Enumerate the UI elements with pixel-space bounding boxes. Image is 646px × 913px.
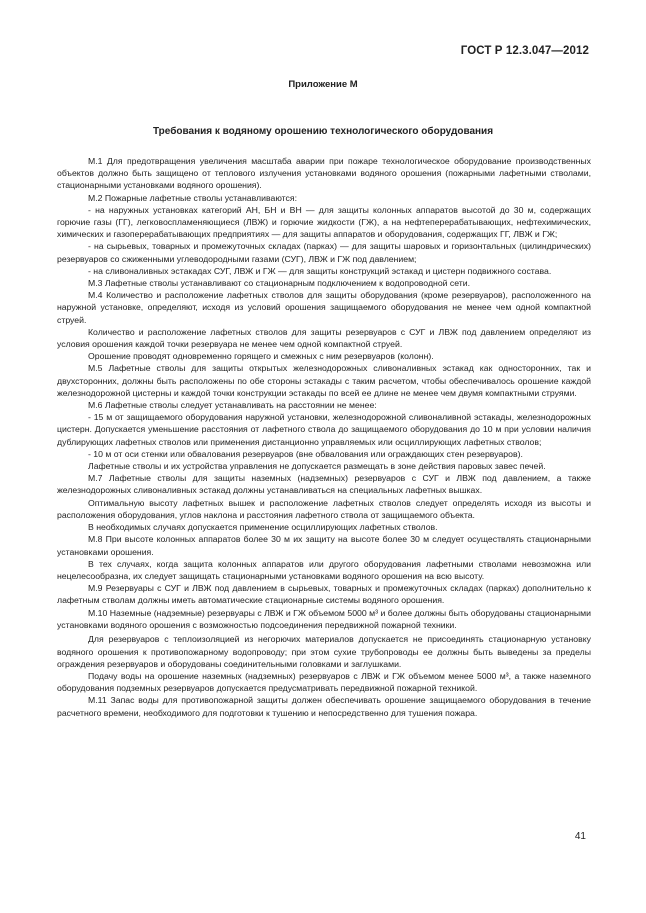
- list-item: - 10 м от оси стенки или обвалования резервуаров (вне обвалования или ограждающих стен резервуаров).: [88, 448, 523, 459]
- document-code: ГОСТ Р 12.3.047—2012: [460, 45, 589, 57]
- list-item: - на сырьевых, товарных и промежуточных складах (парках) — для защиты шаровых и горизонтальных (цилиндрических) резервуаров со сжиженными углеводородными газами (СУГ), ЛВЖ и ГЖ под давлением;: [57, 241, 591, 264]
- paragraph-m9: М.9 Резервуары с СУГ и ЛВЖ под давлением в сырьевых, товарных и промежуточных складах (парках) дополнительно к лафетным стволам должны иметь автоматические стационарные системы водяного орошения.: [57, 583, 591, 606]
- paragraph: Для резервуаров с теплоизоляцией из негорючих материалов допускается не присоединять стационарную установку водяного орошения к противопожарному водопроводу; при этом сухие трубопроводы ее должны быть выведены за пределы ограждения резервуаров и оборудованы соединительными головками и заглушками.: [57, 634, 591, 669]
- paragraph-m6: М.6 Лафетные стволы следует устанавливать на расстоянии не менее:: [88, 400, 377, 411]
- paragraph: Лафетные стволы и их устройства управления не допускается размещать в зоне действия паровых завес печей.: [88, 461, 546, 472]
- paragraph-m8: М.8 При высоте колонных аппаратов более 30 м их защиту на высоте более 30 м следует осуществлять стационарными установками орошения.: [57, 534, 591, 557]
- paragraph: Оптимальную высоту лафетных вышек и расположение лафетных стволов следует определять исходя из высоты и расположения оборудования, углов наклона и расстояния лафетного ствола от защищаемого объекта.: [57, 497, 591, 520]
- paragraph-m4: М.4 Количество и расположение лафетных стволов для защиты оборудования (кроме резервуаров), расположенного на наружной установке, определяют, исходя из условий орошения защищаемого оборудования не менее чем одной компактной струей.: [57, 290, 591, 325]
- paragraph: Орошение проводят одновременно горящего и смежных с ним резервуаров (колонн).: [88, 351, 434, 362]
- paragraph-m10: М.10 Наземные (надземные) резервуары с ЛВЖ и ГЖ объемом 5000 м³ и более должны быть оборудованы стационарными установками водяного орошения с возможностью подсоединения передвижной пожарной техники.: [57, 607, 591, 630]
- paragraph: В необходимых случаях допускается применение осциллирующих лафетных стволов.: [88, 522, 438, 533]
- paragraph-m11: М.11 Запас воды для противопожарной защиты должен обеспечивать орошение защищаемого оборудования в течение расчетного времени, необходимого для подготовки к тушению и непосредственно для тушения пожара.: [57, 695, 591, 718]
- list-item: - на наружных установках категорий АН, БН и ВН — для защиты колонных аппаратов высотой до 30 м, содержащих горючие газы (ГГ), легковоспламеняющиеся (ЛВЖ) и горючие жидкости (ГЖ), а на нефтеперерабатывающих, нефтехимических, химических и газоперерабатывающих предприятиях — для защиты аппаратов и оборудования, содержащих ГГ, ЛВЖ и ГЖ;: [57, 204, 591, 240]
- list-item: - на сливоналивных эстакадах СУГ, ЛВЖ и ГЖ — для защиты конструкций эстакад и цистерн подвижного состава.: [88, 265, 552, 276]
- paragraph: Количество и расположение лафетных стволов для защиты резервуаров с СУГ и ЛВЖ под давлением определяют из условия орошения каждой точки резервуара не менее чем одной компактной струей.: [57, 326, 591, 350]
- paragraph-m3: М.3 Лафетные стволы устанавливают со стационарным подключением к водопроводной сети.: [88, 278, 471, 289]
- paragraph-m5: М.5 Лафетные стволы для защиты открытых железнодорожных сливоналивных эстакад как односторонних, так и двухсторонних, должны быть расположены по обе стороны эстакады с таким расчетом, чтобы обеспечивалось орошение каждой железнодорожной цистерны и каждой точки конструкции эстакады по всей ее длине не менее чем двумя компактными струями.: [57, 363, 591, 398]
- appendix-label: Приложение М: [288, 79, 358, 90]
- paragraph: В тех случаях, когда защита колонных аппаратов или другого оборудования лафетными стволами невозможна или нецелесообразна, их следует защищать стационарными установками водяного орошения на всю высоту.: [57, 558, 591, 581]
- document-body: [57, 155, 591, 719]
- paragraph-m2: М.2 Пожарные лафетные стволы устанавливаются:: [88, 192, 297, 203]
- paragraph: Подачу воды на орошение наземных (надземных) резервуаров с ЛВЖ и ГЖ объемом менее 5000 м³, а также наземного оборудования подземных резервуаров допускается предусматривать передвижной пожарной техникой.: [57, 671, 591, 694]
- paragraph-m1: М.1 Для предотвращения увеличения масштаба аварии при пожаре технологическое оборудование производственных объектов должно быть защищено от теплового излучения установками водяного орошения (пожарными лафетными стволами, стационарными установками водяного орошения).: [57, 156, 591, 191]
- paragraph-m7: М.7 Лафетные стволы для защиты наземных (надземных) резервуаров с СУГ и ЛВЖ под давлением, а также железнодорожных сливоналивных эстакад должны устанавливаться на специальных лафетных вышках.: [57, 473, 591, 496]
- page-number: 41: [574, 831, 586, 842]
- list-item: - 15 м от защищаемого оборудования наружной установки, железнодорожной сливоналивной эстакады, железнодорожных цистерн. Допускается уменьшение расстояния от лафетного ствола до защищаемого оборудования до 10 м при условии наличия дублирующих лафетных стволов или применения дистанционно управляемых или осциллирующих лафетных стволов;: [57, 412, 591, 447]
- section-title: Требования к водяному орошению технологического оборудования: [152, 126, 494, 137]
